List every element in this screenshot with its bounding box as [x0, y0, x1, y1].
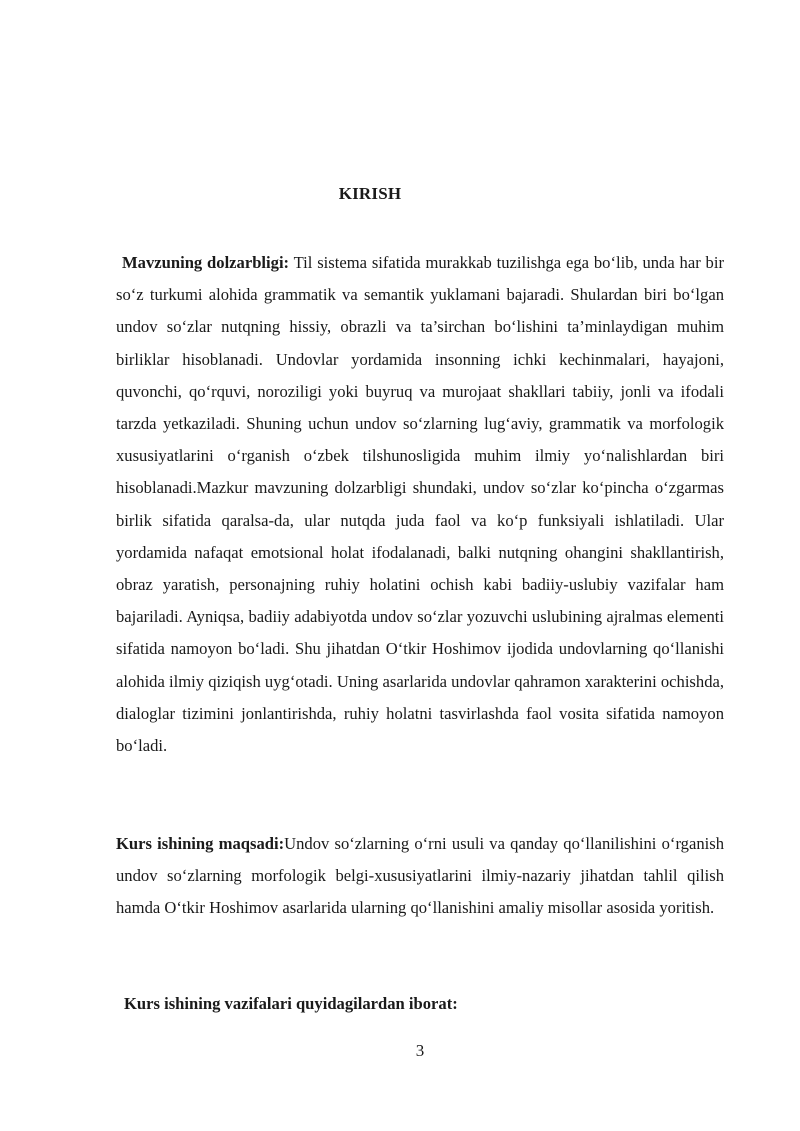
relevance-label: Mavzuning dolzarbligi:: [122, 253, 290, 272]
relevance-paragraph: [116, 247, 724, 762]
tasks-heading: Kurs ishining vazifalari quyidagilardan iborat:: [124, 994, 458, 1013]
goal-text: Undov so‘zlarning o‘rni usuli va qanday qo‘llanilishini o‘rganish undov so‘zlarning morfologik belgi-xususiyatlarini ilmiy-nazariy jihatdan tahlil qilish hamda O‘tkir Hoshimov asarlarida ularning qo‘llanishini amaliy misollar asosida yoritish.: [116, 834, 724, 918]
goal-paragraph: [116, 828, 724, 925]
goal-label: Kurs ishining maqsadi:: [116, 834, 285, 853]
relevance-text: Til sistema sifatida murakkab tuzilishga ega bo‘lib, unda har bir so‘z turkumi alohida grammatik va semantik yuklamani bajaradi. Shulardan biri bo‘lgan undov so‘zlar nutqning hissiy, obrazli va ta’sirchan bo‘lishini ta’minlaydigan muhim birliklar hisoblanadi. Undovlar yordamida insonning ichki kechinmalari, hayajoni, quvonchi, qo‘rquvi, noroziligi yoki buyruq va murojaat shakllari tabiiy, jonli va ifodali tarzda yetkaziladi. Shuning uchun undov so‘zlarning lug‘aviy, grammatik va morfologik xususiyatlarini o‘rganish o‘zbek tilshunosligida muhim ilmiy yo‘nalishlardan biri hisoblanadi.Mazkur mavzuning dolzarbligi shundaki, undov so‘zlar ko‘pincha o‘zgarmas birlik sifatida qaralsa-da, ular nutqda juda faol va ko‘p funksiyali ishlatiladi. Ular yordamida nafaqat emotsional holat ifodalanadi, balki nutqning ohangini shakllantirish, obraz yaratish, personajning ruhiy holatini ochish kabi badiiy-uslubiy vazifalar ham bajariladi. Ayniqsa, badiiy adabiyotda undov so‘zlar yozuvchi uslubining ajralmas elementi sifatida namoyon bo‘ladi. Shu jihatdan O‘tkir Hoshimov ijodida undovlarning qo‘llanishi alohida ilmiy qiziqish uyg‘otadi. Uning asarlarida undovlar qahramon xarakterini ochishda, dialoglar tizimini jonlantirishda, ruhiy holatni tasvirlashda faol vosita sifatida namoyon bo‘ladi.: [116, 253, 724, 756]
page-title: KIRISH: [338, 184, 402, 203]
page-number: 3: [415, 1041, 425, 1060]
